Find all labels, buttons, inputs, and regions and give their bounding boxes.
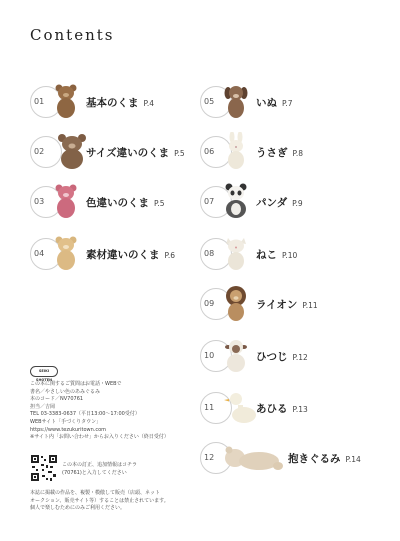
- bear-icon: [50, 82, 82, 120]
- publisher-logo: SEIKI SHOTEN: [30, 366, 58, 377]
- entry-title: 色違いのくま: [86, 197, 149, 209]
- sheep-icon: [220, 336, 252, 374]
- entry-page: P.5: [174, 149, 185, 158]
- entry-number: 11: [200, 392, 232, 424]
- entry-page: P.8: [292, 149, 304, 158]
- notice-line: 本誌に掲載の作品を、複製・模倣して販売（店頭、ネット: [30, 490, 161, 496]
- panda-icon: [220, 182, 252, 220]
- entry-number: 10: [200, 340, 232, 372]
- entry-number: 09: [200, 288, 232, 320]
- entry-page: P.5: [154, 199, 165, 208]
- qr-caption: [62, 462, 137, 477]
- entry-page: P.10: [282, 251, 298, 260]
- entry-number: 02: [30, 136, 62, 168]
- entry-title: うさぎ: [256, 147, 288, 159]
- entry-page: P.12: [292, 353, 308, 362]
- contact-info: [30, 381, 169, 442]
- entry-page: P.4: [143, 99, 155, 108]
- entry-page: P.9: [292, 199, 303, 208]
- info-line: ※サイト内「お問い合わせ」からお入りください（終日受付）: [30, 434, 169, 441]
- info-line: TEL 03-3383-0637（平日13:00〜17:00受付）: [30, 411, 140, 418]
- entry-title: 素材違いのくま: [86, 249, 160, 261]
- entry-title: ねこ: [256, 249, 277, 261]
- entry-title: ひつじ: [256, 351, 288, 363]
- lion-icon: [220, 284, 252, 322]
- bear-icon: [50, 234, 82, 272]
- entry-number: 04: [30, 238, 62, 270]
- bear-icon: [48, 132, 88, 170]
- notice-line: 個人で楽しむためにのみご利用ください。: [30, 505, 126, 512]
- entry-page: P.13: [292, 405, 308, 414]
- entry-page: P.6: [164, 251, 176, 260]
- notice-line: オークション、販売サイト等）することは禁止されています。: [30, 497, 169, 504]
- entry-title: あひる: [256, 403, 288, 415]
- entry-number: 03: [30, 186, 62, 218]
- cat-icon: [220, 234, 252, 272]
- entry-title: サイズ違いのくま: [86, 147, 170, 159]
- entry-title: パンダ: [256, 197, 288, 209]
- info-line: WEBサイト「手づくりタウン」: [30, 418, 102, 425]
- bear-icon: [50, 182, 82, 220]
- entry-number: 12: [200, 442, 232, 474]
- dog-icon: [220, 82, 252, 120]
- entry-page: P.7: [282, 99, 293, 108]
- info-line: 書名／やさしい色のあみぐるみ: [30, 388, 101, 395]
- entry-number: 07: [200, 186, 232, 218]
- copyright-notice: [30, 490, 169, 513]
- qr-line: この本の訂正、追加情報はコチラ: [62, 462, 138, 468]
- info-line[interactable]: https://www.tezukuritown.com: [30, 426, 107, 433]
- entry-page: P.14: [345, 455, 361, 464]
- rabbit-icon: [220, 132, 252, 170]
- entry-page: P.11: [302, 301, 318, 310]
- duck-icon: [220, 388, 260, 426]
- entry-number: 01: [30, 86, 62, 118]
- large-bear-icon: [222, 444, 284, 474]
- entry-title: 基本のくま: [86, 97, 139, 109]
- entry-title: 抱きぐるみ: [288, 453, 341, 465]
- entry-number: 06: [200, 136, 232, 168]
- entry-number: 05: [200, 86, 232, 118]
- qr-code-icon[interactable]: [30, 454, 58, 482]
- qr-line: (70761)と入力してください: [62, 469, 127, 476]
- entry-title: いぬ: [256, 97, 277, 109]
- entry-title: ライオン: [256, 299, 298, 311]
- page-title: Contents: [30, 26, 115, 44]
- info-line: この本に関するご質問はお電話・WEBで: [30, 381, 122, 387]
- info-line: 担当／吉岡: [30, 403, 56, 410]
- entry-number: 08: [200, 238, 232, 270]
- info-line: 本のコード／NV70761: [30, 396, 84, 403]
